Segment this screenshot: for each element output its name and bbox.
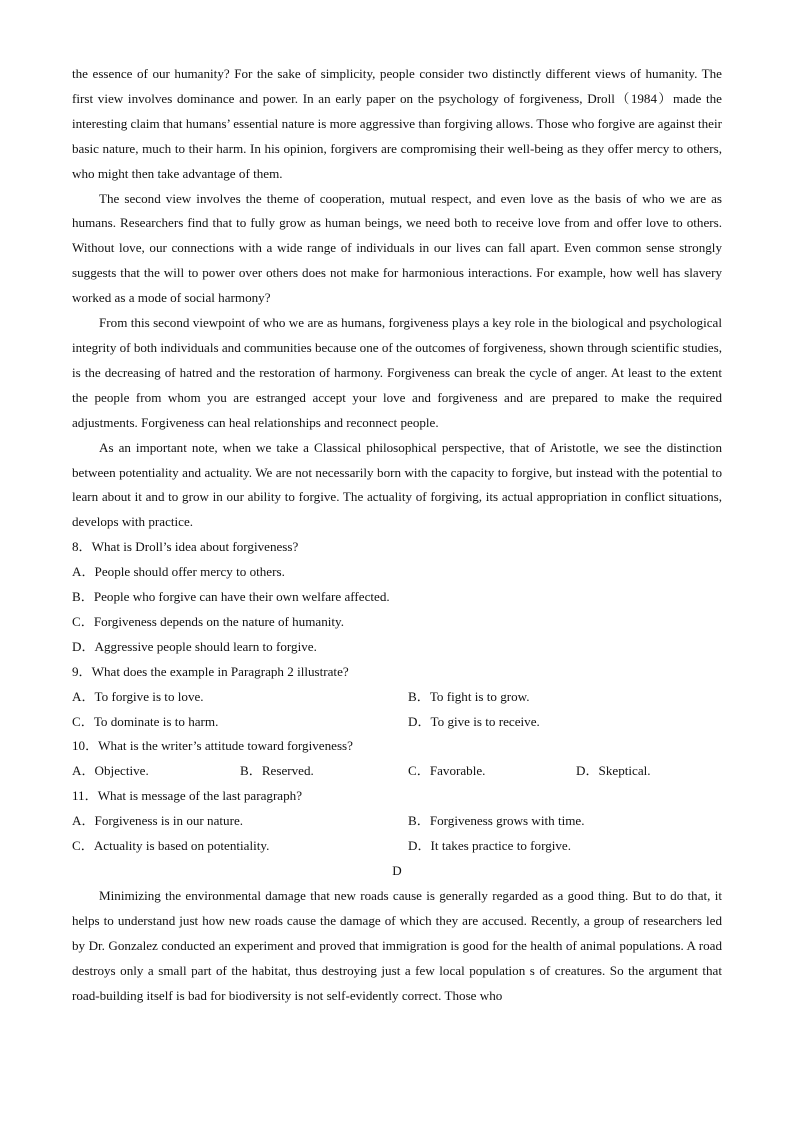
question-8-option-c: C．Forgiveness depends on the nature of humanity. xyxy=(72,613,345,629)
question-8-option-d: D．Aggressive people should learn to forgive. xyxy=(72,638,317,654)
question-9-options-row-1 xyxy=(72,685,722,710)
question-9-stem: 9．What does the example in Paragraph 2 illustrate? xyxy=(72,663,349,679)
question-11-options-row-1 xyxy=(72,809,722,834)
question-9-option-d: D．To give is to receive. xyxy=(408,713,540,729)
question-9-option-a: A．To forgive is to love. xyxy=(72,688,204,704)
passage-c-paragraph-1: the essence of our humanity? For the sake of simplicity, people consider two distinctly different views of humanity. The first view involves dominance and power. In an early paper on the psychology of forgiveness, Droll（1984）made the interesting claim that humans’ essential nature is more aggressive than forgiving allows. Those who forgive are against their basic nature, much to their harm. In his opinion, forgivers are compromising their well-being as they offer mercy to others, who might then take advantage of them. xyxy=(72,66,722,181)
question-8-option-b: B．People who forgive can have their own welfare affected. xyxy=(72,589,390,605)
question-11-stem: 11．What is message of the last paragraph? xyxy=(72,788,303,804)
question-11-option-d: D．It takes practice to forgive. xyxy=(408,838,572,854)
question-10-stem: 10．What is the writer’s attitude toward forgiveness? xyxy=(72,738,353,754)
passage-c-paragraph-4: As an important note, when we take a Classical philosophical perspective, that of Aristotle, we see the distinction between potentiality and actuality. We are not necessarily born with the capacity to forgive, but instead with the potential to learn about it and to grow in our ability to forgive. The actuality of forgiving, its actual appropriation in conflict situations, develops with practice. xyxy=(72,439,722,530)
passage-c-paragraph-2: The second view involves the theme of cooperation, mutual respect, and even love as the basis of who we are as humans. Researchers find that to fully grow as human beings, we need both to receive love from and offer love to others. Without love, our connections with a wide range of individuals in our lives can fall apart. Even common sense strongly suggests that the will to power over others does not make for harmonious interactions. For example, how well has slavery worked as a mode of social harmony? xyxy=(72,190,722,306)
passage-d-heading: D xyxy=(392,863,402,878)
question-11-option-b: B．Forgiveness grows with time. xyxy=(408,813,585,829)
question-8-stem: 8．What is Droll’s idea about forgiveness? xyxy=(72,539,299,555)
question-9-option-c: C．To dominate is to harm. xyxy=(72,713,219,729)
question-10-option-d: D．Skeptical. xyxy=(576,763,651,779)
question-11-option-c: C．Actuality is based on potentiality. xyxy=(72,838,270,854)
question-11-options-row-2 xyxy=(72,834,722,859)
passage-c-paragraph-3: From this second viewpoint of who we are as humans, forgiveness plays a key role in the biological and psychological integrity of both individuals and communities because one of the outcomes of forgiveness, shown through scientific studies, is the decreasing of hatred and the restoration of harmony. Forgiveness can break the cycle of anger. At least to the extent the people from whom you are estranged accept your love and forgiveness and are prepared to make the required adjustments. Forgiveness can heal relationships and reconnect people. xyxy=(72,315,722,430)
question-10-options-row xyxy=(72,759,722,784)
question-10-option-b: B．Reserved. xyxy=(240,763,314,779)
question-10-option-a: A．Objective. xyxy=(72,763,149,779)
passage-d-paragraph-1: Minimizing the environmental damage that new roads cause is generally regarded as a good thing. But to do that, it helps to understand just how new roads cause the damage of which they are accused. Recently, a group of researchers led by Dr. Gonzalez conducted an experiment and proved that immigration is good for the health of animal populations. A road destroys only a small part of the habitat, thus destroying just a few local population s of creatures. So the argument that road-building itself is bad for biodiversity is not self-evidently correct. Those who xyxy=(72,887,722,1003)
question-10-option-c: C．Favorable. xyxy=(408,763,486,779)
question-9-option-b: B．To fight is to grow. xyxy=(408,688,530,704)
exam-page xyxy=(72,62,722,1008)
question-8-option-a: A．People should offer mercy to others. xyxy=(72,564,285,580)
question-11-option-a: A．Forgiveness is in our nature. xyxy=(72,813,244,829)
question-9-options-row-2 xyxy=(72,710,722,735)
